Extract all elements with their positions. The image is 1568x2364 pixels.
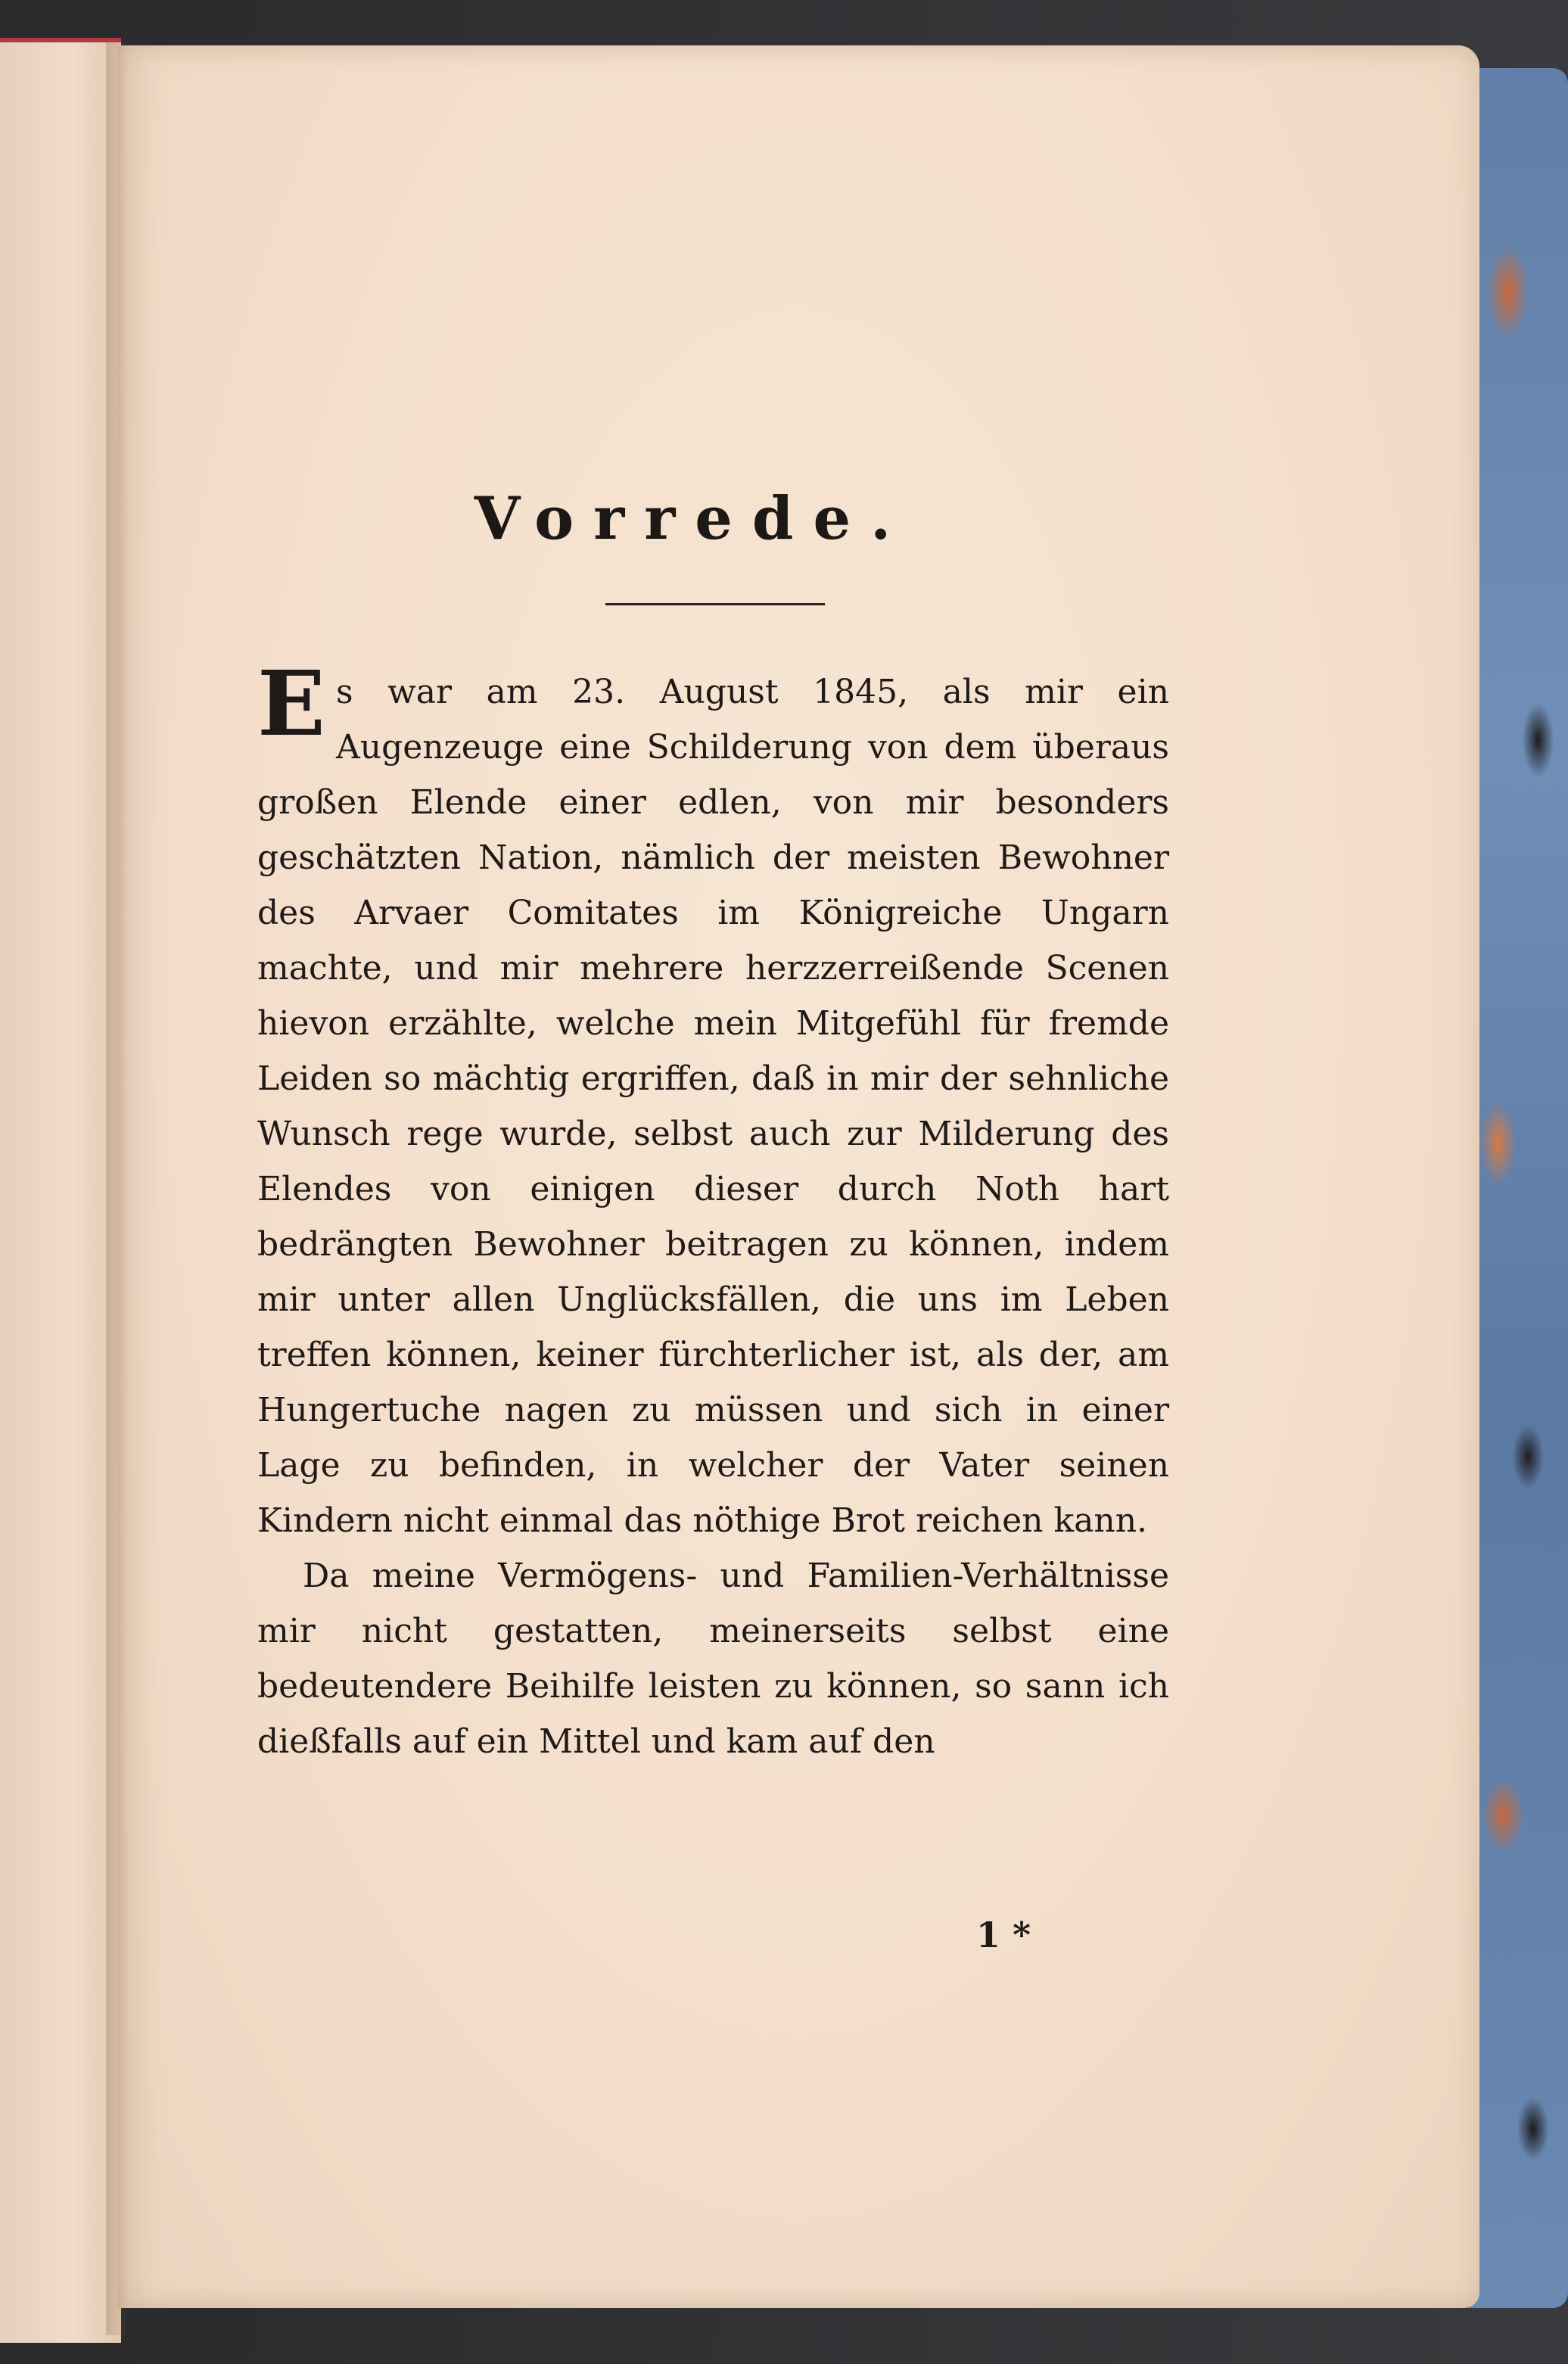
paragraph-2-text: Da meine Vermögens- und Familien-Verhältnisse mir nicht gestatten, meinerseits selbst eine bedeutendere Beihilfe leisten zu können, so sann ich dießfalls auf ein Mittel und kam auf den bbox=[257, 1557, 1169, 1761]
signature-mark: 1 * bbox=[976, 1915, 1031, 1955]
left-page-edge bbox=[0, 38, 121, 2343]
heading-divider bbox=[605, 603, 825, 605]
paragraph-1 bbox=[257, 651, 1169, 1548]
paragraph-1-text: s war am 23. August 1845, als mir ein Augenzeuge eine Schilderung von dem überaus großen Elende einer edlen, von mir besonders geschätzten Nation, nämlich der meisten Bewohner des Arvaer Comitates im Königreiche Ungarn machte, und mir mehrere herzzerreißende Scenen hievon erzählte, welche mein Mitgefühl für fremde Leiden so mächtig ergriffen, daß in mir der sehnliche Wunsch rege wurde, selbst auch zur Milderung des Elendes von einigen dieser durch Noth hart bedrängten Bewohner beitragen zu können, indem mir unter allen Unglücksfällen, die uns im Leben treffen können, keiner fürchterlicher ist, als der, am Hungertuche nagen zu müssen und sich in einer Lage zu befinden, in welcher der Vater seinen Kindern nicht einmal das nöthige Brot reichen kann. bbox=[257, 673, 1169, 1540]
page-gutter-shadow bbox=[106, 42, 129, 2335]
marbled-cover-board bbox=[1468, 68, 1568, 2308]
page-heading: Vorrede. bbox=[474, 484, 911, 553]
drop-cap: E bbox=[257, 651, 325, 756]
paragraph-2 bbox=[257, 1548, 1169, 1769]
body-text bbox=[257, 651, 1169, 1769]
